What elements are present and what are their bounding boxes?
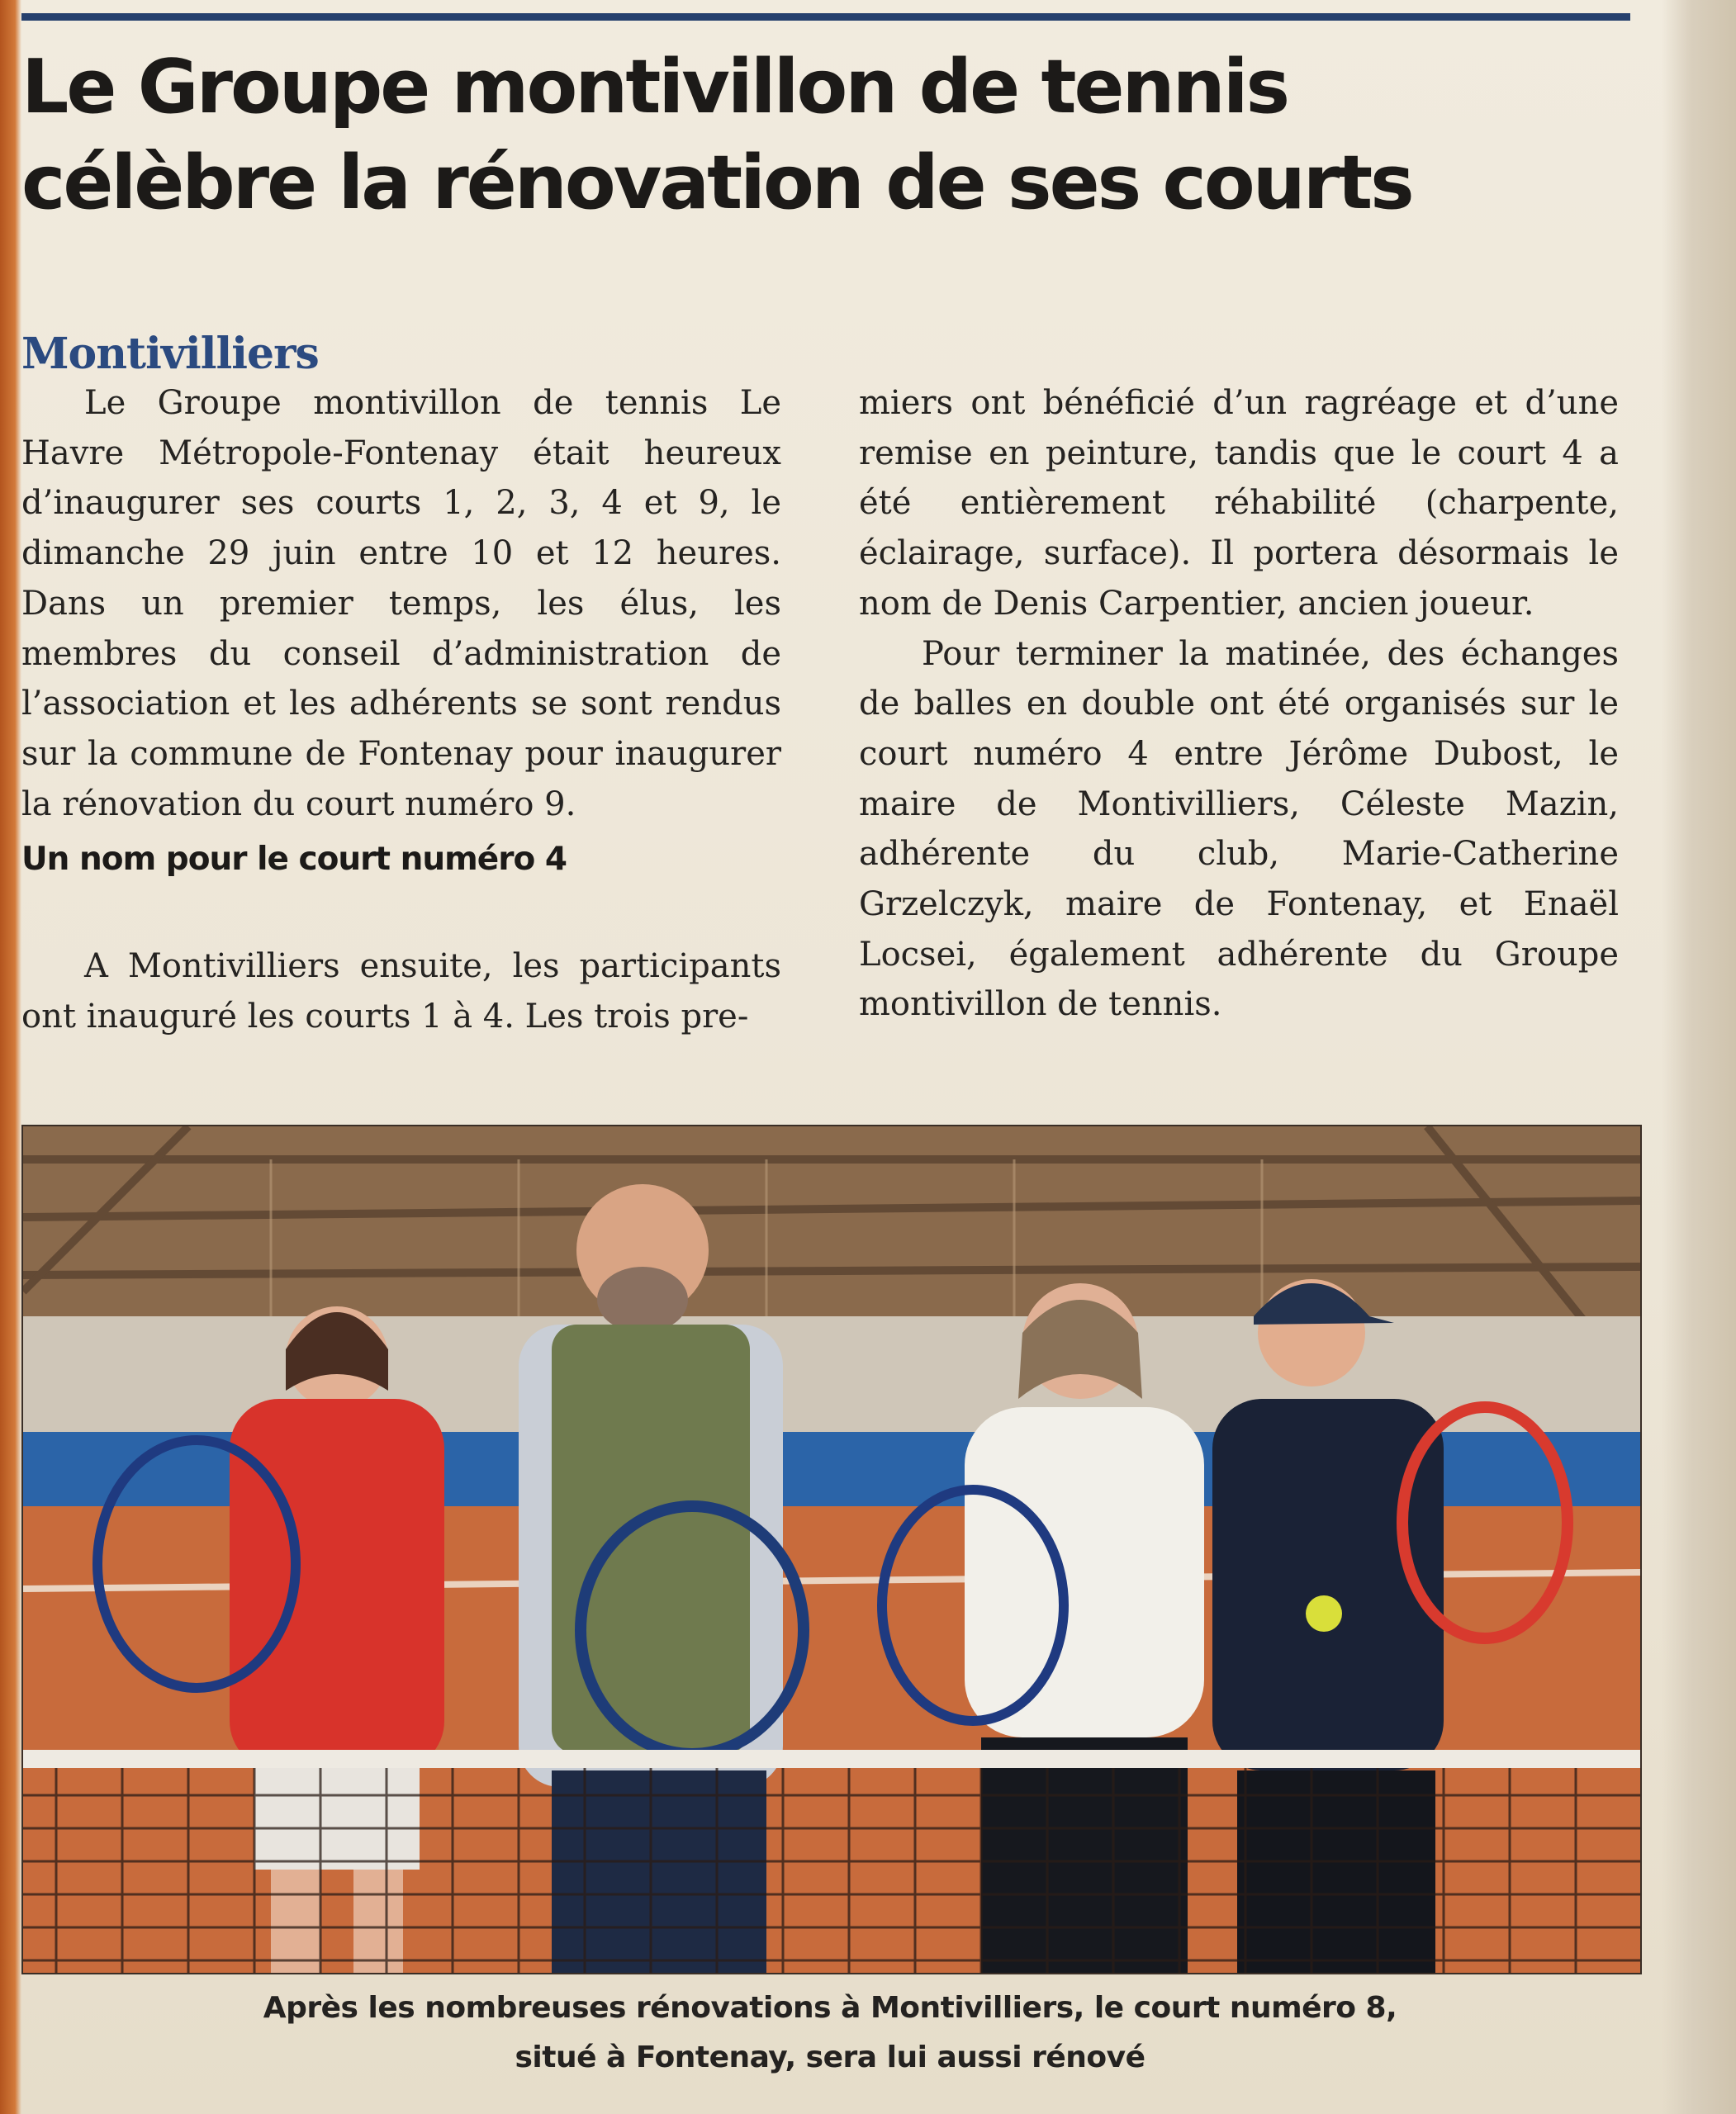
page-shadow-right [1662, 0, 1736, 2114]
article-paragraph-2-start: A Montivilliers ensuite, les participants ont inauguré les courts 1 à 4. Les trois pre- [21, 947, 781, 1036]
article-paragraph-3: Pour terminer la matinée, des échanges de balles en double ont été organisés sur le court numéro 4 entre Jérôme Dubost, le maire de Montivilliers, Céleste Mazin, adhérente du club, Marie-Catherine Grzelczyk, maire de Fontenay, et Enaël Locsei, également adhérente du Groupe montivillon de tennis. [859, 634, 1619, 1024]
headline-line-2: célèbre la rénovation de ses courts [21, 140, 1412, 226]
article-column-left [21, 378, 781, 890]
dateline: Montivilliers [21, 329, 319, 379]
article-headline [21, 40, 1624, 231]
tennis-ball [1306, 1595, 1342, 1632]
caption-line-2: situé à Fontenay, sera lui aussi rénové [515, 2041, 1145, 2074]
article-paragraph-2-end: miers ont bénéficié d’un ragréage et d’une remise en peinture, tandis que le court 4 a été entièrement réhabilité (charpente, éclairage, surface). Il portera désormais le nom de Denis Carpentier, ancien joueur. [859, 384, 1619, 623]
article-subheading: Un nom pour le court numéro 4 [21, 841, 567, 879]
net-tape [23, 1750, 1640, 1768]
article-column-right [859, 378, 1619, 1030]
article-paragraph-2-left [21, 941, 781, 1041]
headline-line-1: Le Groupe montivillon de tennis [21, 44, 1288, 130]
section-top-rule [21, 13, 1630, 21]
table-edge-left [0, 0, 21, 2114]
caption-line-1: Après les nombreuses rénovations à Montivilliers, le court numéro 8, [263, 1991, 1397, 2025]
photo-caption [21, 1984, 1639, 2083]
article-photo [21, 1125, 1642, 1974]
photo-illustration [23, 1126, 1640, 1973]
article-paragraph-1: Le Groupe montivillon de tennis Le Havre Métropole-Fontenay était heureux d’inaugurer ses courts 1, 2, 3, 4 et 9, le dimanche 29 juin entre 10 et 12 heures. Dans un premier temps, les élus, les membres du conseil d’administration de l’association et les adhérents se sont rendus sur la commune de Fontenay pour inaugurer la rénovation du court numéro 9. [21, 384, 781, 823]
